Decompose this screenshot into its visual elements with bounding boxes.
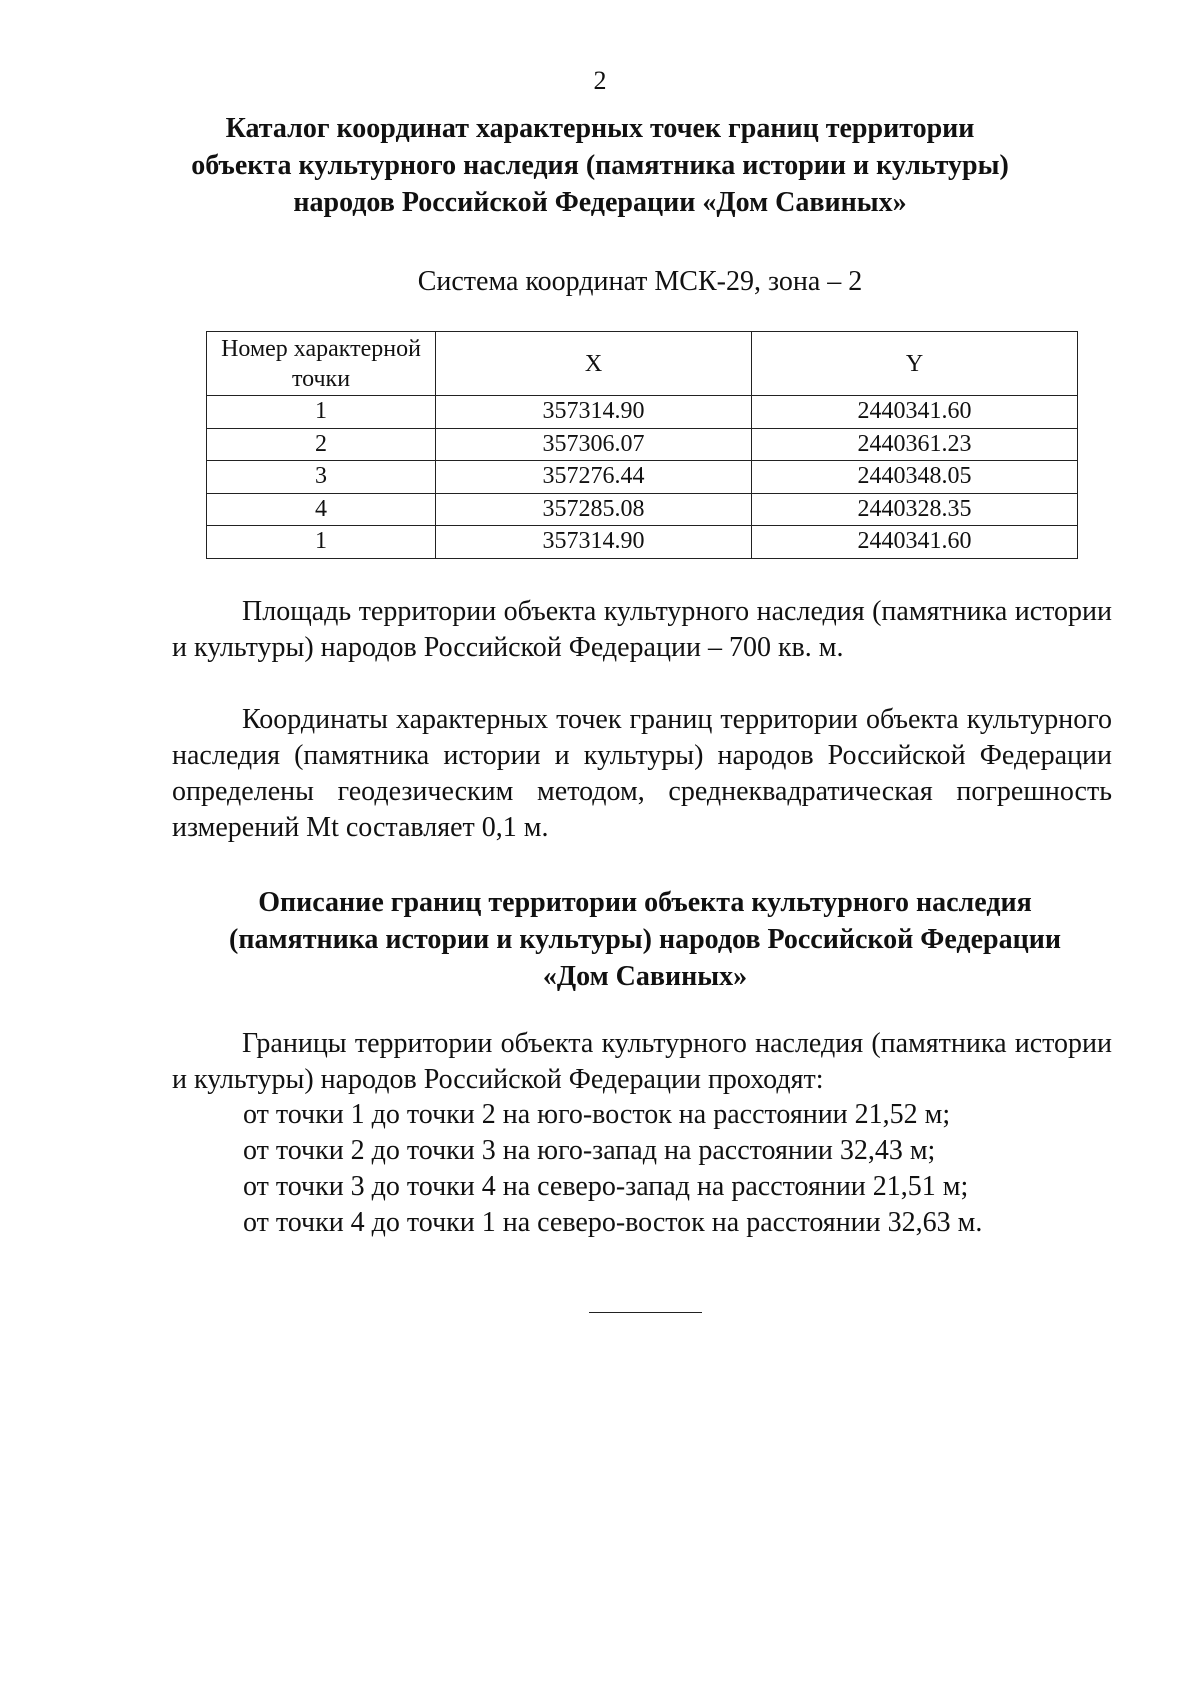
cell-x: 357285.08 (436, 493, 752, 526)
cell-y: 2440341.60 (752, 396, 1078, 429)
coordinates-table (206, 331, 1078, 559)
catalog-title-line: Каталог координат характерных точек границ территории (225, 113, 975, 144)
table-row (207, 396, 1078, 429)
description-title-line: Описание границ территории объекта культурного наследия (258, 887, 1032, 918)
boundary-segment: от точки 3 до точки 4 на северо-запад на расстоянии 21,51 м; (243, 1171, 969, 1202)
boundary-segment: от точки 2 до точки 3 на юго-запад на расстоянии 32,43 м; (243, 1135, 936, 1166)
header-point-number: Номер характерной точки (207, 332, 436, 396)
end-divider (589, 1312, 702, 1313)
catalog-title-line: народов Российской Федерации «Дом Савиных» (293, 187, 907, 218)
cell-point-number: 1 (207, 526, 436, 559)
table-row (207, 526, 1078, 559)
boundary-segment: от точки 4 до точки 1 на северо-восток на расстоянии 32,63 м. (243, 1207, 983, 1238)
header-x: X (436, 332, 752, 396)
cell-x: 357314.90 (436, 526, 752, 559)
description-title-line: «Дом Савиных» (542, 961, 748, 992)
header-y: Y (752, 332, 1078, 396)
cell-x: 357276.44 (436, 461, 752, 494)
area-paragraph: Площадь территории объекта культурного наследия (памятника истории и культуры) народов Российской Федерации – 700 кв. м. (172, 596, 1112, 663)
cell-x: 357314.90 (436, 396, 752, 429)
page-number: 2 (593, 66, 607, 95)
boundaries-intro: Границы территории объекта культурного наследия (памятника истории и культуры) народов Российской Федерации проходят: (172, 1028, 1112, 1095)
table-row (207, 428, 1078, 461)
catalog-title (150, 110, 1050, 221)
table-row (207, 493, 1078, 526)
cell-point-number: 2 (207, 428, 436, 461)
coordinate-system-label: Система координат МСК-29, зона – 2 (417, 266, 863, 297)
cell-y: 2440348.05 (752, 461, 1078, 494)
cell-y: 2440361.23 (752, 428, 1078, 461)
accuracy-paragraph: Координаты характерных точек границ территории объекта культурного наследия (памятника истории и культуры) народов Российской Федерации определены геодезическим методом, среднеквадратическая погрешность измерений Mt составляет 0,1 м. (172, 704, 1112, 843)
catalog-title-line: объекта культурного наследия (памятника истории и культуры) (191, 150, 1009, 181)
boundary-segment-list (243, 1097, 982, 1241)
cell-point-number: 3 (207, 461, 436, 494)
description-title-line: (памятника истории и культуры) народов Российской Федерации (229, 924, 1061, 955)
cell-x: 357306.07 (436, 428, 752, 461)
cell-y: 2440341.60 (752, 526, 1078, 559)
table-header-row (207, 332, 1078, 396)
table-row (207, 461, 1078, 494)
cell-y: 2440328.35 (752, 493, 1078, 526)
boundary-segment: от точки 1 до точки 2 на юго-восток на расстоянии 21,52 м; (243, 1099, 951, 1130)
boundary-description-title (150, 884, 1140, 995)
cell-point-number: 4 (207, 493, 436, 526)
cell-point-number: 1 (207, 396, 436, 429)
